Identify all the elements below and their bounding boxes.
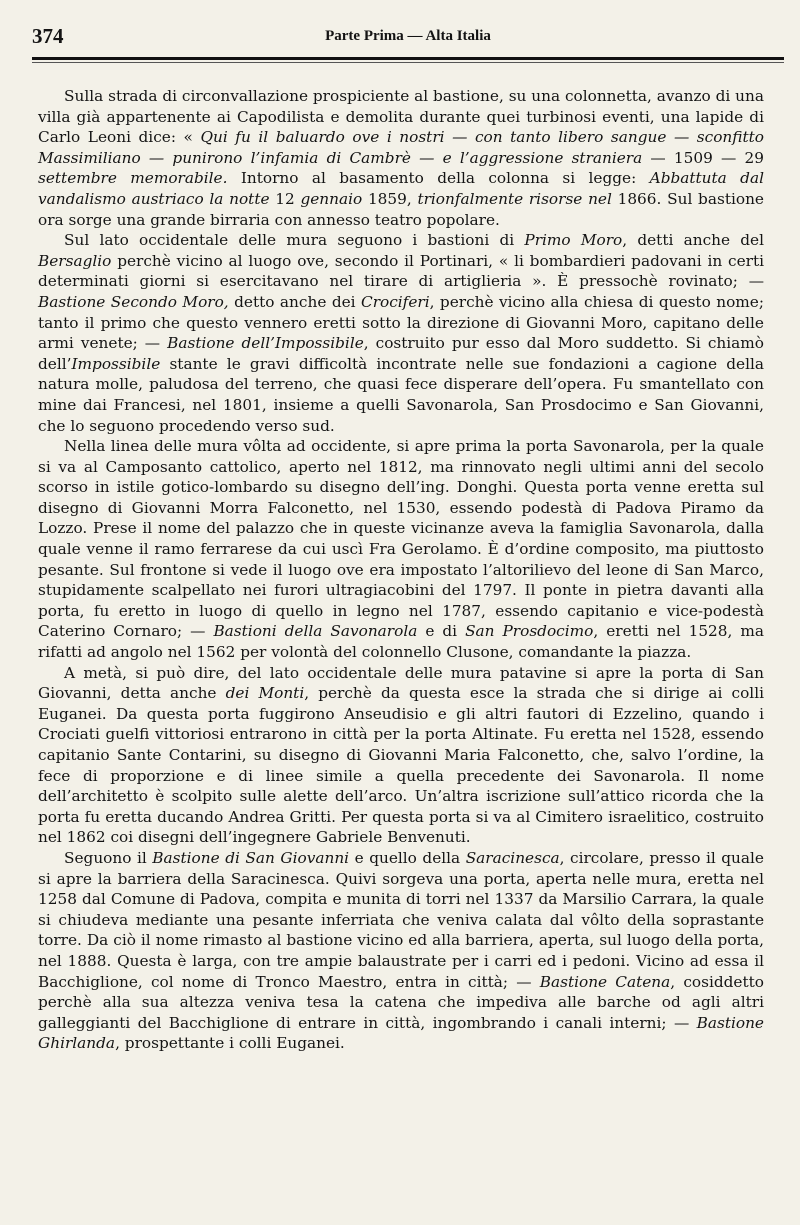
text-run: detto anche dei	[228, 292, 361, 311]
paragraph	[38, 436, 764, 663]
paragraph	[38, 663, 764, 848]
page-number: 374	[32, 24, 64, 48]
text-run: , perchè vicino alla chiesa di questo nome; tanto il primo che questo vennero eretti sotto la direzione di Giovanni Moro, capitano delle armi venete; —	[38, 292, 764, 353]
text-run: , circolare, presso il quale si apre la barriera della Saracinesca. Quivi sorgeva una porta, aperta nelle mura, eretta nel 1258 dal Comune di Padova, compita e munita di torri nel 1337 da Marsilio Carrara, la quale si chiudeva mediante una pesante inferriata che veniva calata dal vôlto della soprastante torre. Da ciò il nome rimasto al bastione vicino ed alla barriera, aperta, sul luogo della porta, nel 1888. Questa è larga, con tre ampie balaustrate per i carri ed i pedoni. Vicino ad essa il Bacchiglione, col nome di Tronco Maestro, entra in città; —	[38, 848, 764, 991]
page-header	[32, 24, 784, 52]
text-run: , prospettante i colli Euganei.	[115, 1034, 345, 1053]
text-run: Sulla strada di circonvallazione prospiciente al bastione, su una colonnetta, avanzo di una villa già appartenente ai Capodilista e demolita durante quei turbinosi eventi, una lapide di Carlo Leoni dice: «	[38, 87, 764, 147]
text-run: , cosiddetto perchè alla sua altezza veniva tesa la catena che impediva alle barche od agli altri galleggianti del Bacchiglione di entrare in città, ingombrando i canali interni; —	[38, 972, 764, 1032]
text-run: , detti anche del	[622, 231, 765, 250]
italic-text-run: settembre memorabile.	[38, 169, 228, 188]
text-run: e di	[417, 622, 466, 641]
italic-text-run: dei Monti	[225, 684, 305, 703]
italic-text-run: Bastioni della Savonarola	[213, 622, 418, 641]
header-rule-thick	[32, 57, 784, 60]
italic-text-run: trionfalmente risorse nel	[417, 189, 612, 208]
text-run: Intorno al basamento della colonna si legge:	[227, 169, 650, 188]
italic-text-run: Bastione dell’Impossibile	[167, 334, 364, 353]
text-run: — 1509 — 29	[642, 148, 764, 167]
header-rule-thin	[32, 62, 784, 63]
italic-text-run: Bastione Secondo Moro,	[38, 292, 229, 311]
italic-text-run: Bastione Catena	[539, 972, 671, 991]
italic-text-run: Crociferi	[361, 292, 430, 311]
italic-text-run: Qui fu il baluardo ove i nostri — con tanto libero sangue — sconfitto Massimiliano — punirono l’infamia di Cambrè — e l’aggressione straniera	[38, 128, 764, 167]
text-run: 12	[269, 189, 301, 208]
text-run: , costruito pur esso dal Moro suddetto. Si chiamò dell’	[38, 334, 764, 373]
text-run: 1866. Sul bastione ora sorge una grande birraria con annesso teatro popolare.	[38, 189, 764, 229]
italic-text-run: San Prosdocimo	[465, 622, 594, 641]
paragraph	[38, 86, 764, 230]
text-run: A metà, si può dire, del lato occidentale delle mura patavine si apre la porta di San Giovanni, detta anche	[38, 663, 764, 703]
text-run: e quello della	[349, 848, 466, 867]
text-run: Sul lato occidentale delle mura seguono i bastioni di	[64, 231, 525, 250]
italic-text-run: Impossibile	[71, 354, 161, 373]
text-run: , perchè da questa esce la strada che si dirige ai colli Euganei. Da questa porta fuggirono Anseudisio e gli altri fautori di Ezzelino, quando i Crociati guelfi vittoriosi entrarono in città per la porta Altinate. Fu eretta nel 1528, essendo capitanio Sante Contarini, su disegno di Giovanni Maria Falconetto, che, salvo l’ordine, la fece di proporzione e di linee simile a quella precedente dei Savonarola. Il nome dell’architetto è scolpito sulle alette dell’arco. Un’altra iscrizione sull’attico ricorda che la porta fu eretta ducando Andrea Gritti. Per questa porta si va al Cimitero israelitico, costruito nel 1862 coi disegni dell’ingegnere Gabriele Benvenuti.	[38, 684, 764, 847]
italic-text-run: Bersaglio	[38, 251, 112, 270]
paragraph	[38, 230, 764, 436]
italic-text-run: Bastione di San Giovanni	[152, 848, 350, 867]
italic-text-run: gennaio	[300, 189, 363, 208]
text-run: Seguono il	[64, 848, 153, 867]
text-run: Nella linea delle mura vôlta ad occidente, si apre prima la porta Savonarola, per la quale si va al Camposanto cattolico, aperto nel 1812, ma rinnovato negli ultimi anni del secolo scorso in istile gotico-lombardo su disegno dell’ing. Donghi. Questa porta venne eretta sul disegno di Giovanni Morra Falconetto, nel 1530, essendo podestà di Padova Piramo da Lozzo. Prese il nome del palazzo che in queste vicinanze aveva la famiglia Savonarola, dalla quale venne il ramo ferrarese da cui uscì Fra Gerolamo. È d’ordine composito, ma piuttosto pesante. Sul frontone si vede il luogo ove era impostato l’altorilievo del leone di San Marco, stupidamente scalpellato nei furori ultragiacobini del 1797. Il ponte in pietra davanti alla porta, fu eretto in luogo di quello in legno nel 1787, essendo capitanio e vice-podestà Caterino Cornaro; —	[38, 437, 764, 641]
text-run: 1859,	[362, 189, 418, 208]
text-run: perchè vicino al luogo ove, secondo il Portinari, « li bombardieri padovani in certi determinati giorni si esercitavano nel tirare di artiglieria ». È pressochè rovinato; —	[38, 251, 764, 291]
italic-text-run: Abbattuta dal vandalismo austriaco la notte	[38, 169, 764, 208]
paragraph	[38, 848, 764, 1054]
running-head: Parte Prima — Alta Italia	[325, 28, 491, 44]
text-run: stante le gravi difficoltà incontrate nelle sue fondazioni a cagione della natura molle, paludosa del terreno, che quasi fece disperare dell’opera. Fu smantellato con mine dai Francesi, nel 1801, insieme a quelli Savonarola, San Prosdocimo e San Giovanni, che lo seguono procedendo verso sud.	[38, 354, 764, 435]
body-text	[38, 86, 764, 1054]
italic-text-run: Primo Moro	[524, 231, 623, 250]
text-run: , eretti nel 1528, ma rifatti ad angolo nel 1562 per volontà del colonnello Clusone, comandante la piazza.	[38, 622, 765, 662]
italic-text-run: Saracinesca	[465, 848, 560, 867]
italic-text-run: Bastione Ghirlanda	[38, 1013, 764, 1053]
